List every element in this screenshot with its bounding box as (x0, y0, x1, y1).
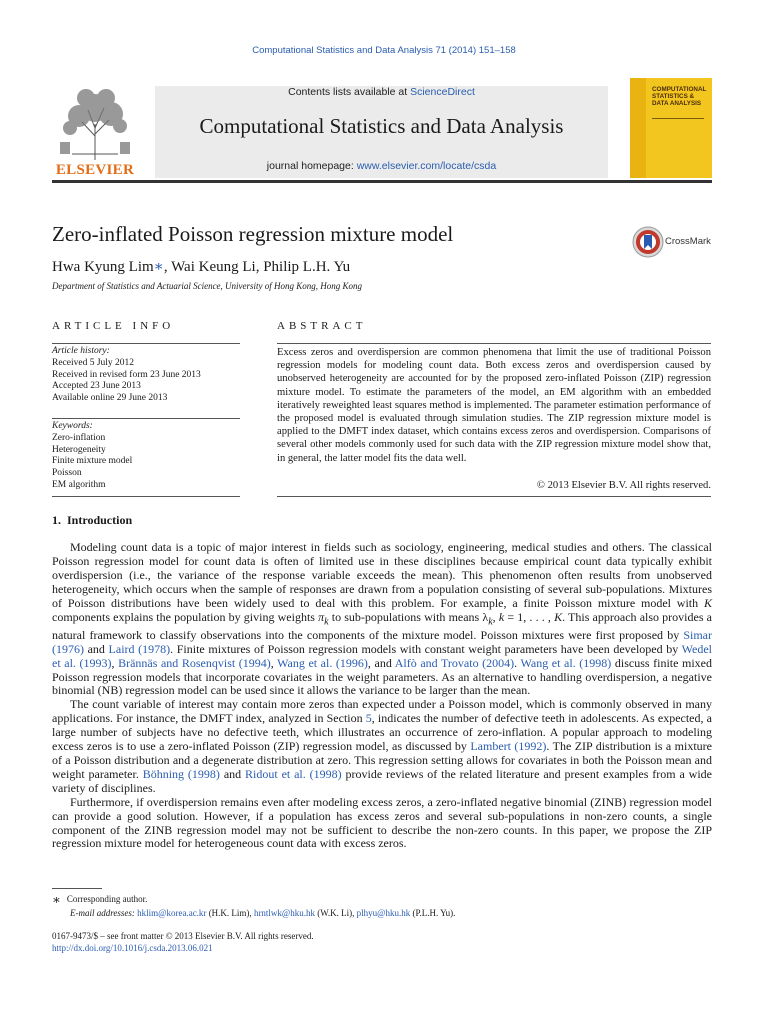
text-run: (W.K. Li), (314, 907, 357, 918)
text-run: . Finite mixtures of Poisson regression models with constant weight parameters have been developed by (170, 641, 682, 656)
article-history (52, 346, 242, 405)
keywords-label: Keywords: (52, 421, 93, 431)
cover-rule (652, 118, 704, 119)
math-subscript: k (488, 615, 493, 627)
reference-link[interactable]: Brännäs and Rosenqvist (1994) (118, 655, 271, 670)
corresponding-author-note (52, 893, 712, 907)
keyword: EM algorithm (52, 479, 106, 490)
text-run: = 1, . . . , (504, 609, 555, 624)
text-run: The count variable of interest may contain more zeros than expected under a Poisson model, which is commonly observed in many applications. For instance, the DMFT index, analyzed in Section (52, 697, 712, 726)
section-link[interactable]: 5 (365, 711, 372, 726)
text-run: . This approach also provides a natural framework to classify observations into the components of the mixture model. Poisson mixtures were first proposed by (52, 609, 712, 642)
crossmark-icon[interactable] (632, 226, 664, 258)
elsevier-wordmark: ELSEVIER (55, 162, 135, 178)
text-run: , (270, 655, 278, 670)
reference-link[interactable]: Alfò and Trovato (2004) (394, 655, 515, 670)
contents-available-line (155, 86, 608, 98)
paragraph: Furthermore, if overdispersion remains even after modeling excess zeros, a zero-inflated negative binomial (ZINB) regression model can provide a good solution. However, if a population has excess zeros and several sub-populations in non-zero counts, a single component of the ZINB regression model may not be sufficient to describe the non-zero counts. In this paper, we propose the ZIP regression mixture model for heterogeneous count data with excess zeros. (52, 794, 712, 851)
history-item: Accepted 23 June 2013 (52, 381, 141, 392)
email-link[interactable]: hrntlwk@hku.hk (253, 907, 315, 918)
text-run: (P.L.H. Yu). (410, 907, 456, 918)
article-title: Zero-inflated Poisson regression mixture model (52, 222, 454, 246)
article-info-rule (52, 343, 240, 344)
text-run: discuss finite mixed Poisson regression models that incorporate covariates in the weight parameters. As an alternative to handling overdispersion, a negative binomial (NB) regression model can be used since it allows the variance to be larger than the mean. (52, 655, 713, 698)
email-addresses (52, 907, 712, 920)
reference-link[interactable]: Lambert (1992) (470, 739, 547, 754)
contents-prefix: Contents lists available at (288, 86, 411, 98)
history-item: Received 5 July 2012 (52, 357, 135, 368)
reference-link[interactable]: Laird (1978) (108, 641, 171, 656)
section-title: Introduction (67, 513, 133, 527)
doi-link[interactable]: http://dx.doi.org/10.1016/j.csda.2013.06.021 (52, 943, 213, 953)
journal-name: Computational Statistics and Data Analysis (199, 114, 564, 138)
abstract-rule (277, 496, 711, 497)
math-subscript: k (324, 615, 329, 627)
text-run: , and (367, 655, 395, 670)
reference-link[interactable]: Simar (1976) (52, 627, 712, 656)
text-run: Modeling count data is a topic of major interest in fields such as sociology, engineering, medical studies and others. The classical Poisson regression model for count data is often of limited use in these disciplines because empirical count data typically exhibit overdispersion (i.e., the variance of the response variable exceeds the mean). This phenomenon often results from unobserved heterogeneity, which occurs when the sample of responses are drawn from a population consisting of several sub-populations. Mixtures of Poisson distributions have been widely used to deal with this problem. For example, a finite Poisson mixture model with (52, 540, 712, 610)
sciencedirect-link[interactable]: ScienceDirect (410, 86, 475, 98)
article-info-rule (52, 496, 240, 497)
abstract-rule (277, 343, 711, 344)
email-label: E-mail addresses: (70, 907, 138, 918)
authors-rest: , Wai Keung Li, Philip L.H. Yu (163, 259, 351, 275)
abstract-text: Excess zeros and overdispersion are common phenomena that limit the use of traditional Poisson regression models for modeling count data. Both excess zeros and overdispersion caused by unobserved heterogeneity are accounted for by the proposed zero-inflated Poisson (ZIP) regression mixture model. To estimate the parameters of the model, an EM algorithm with an embedded iteratively reweighted least squares method is implemented. The parameter estimation performance of the proposed model is evaluated through simulation studies. The ZIP regression mixture model is applied to the DMFT index dataset, which contains excess zeros and overdispersion. Comparisons of several other models commonly used for such data with the ZIP regression mixture model show that, in general, the latter model fits the data well. (277, 347, 711, 464)
author-list (52, 257, 350, 276)
text-run: , (492, 609, 499, 624)
math-symbol: K (554, 609, 563, 624)
reference-link[interactable]: Wang et al. (1996) (277, 655, 368, 670)
paragraph (52, 541, 712, 698)
reference-link[interactable]: Böhning (1998) (142, 766, 220, 781)
keywords (52, 421, 242, 492)
keyword: Finite mixture model (52, 456, 133, 467)
keyword: Zero-inflation (52, 432, 106, 443)
text-run: and (219, 766, 246, 781)
journal-homepage-link[interactable]: www.elsevier.com/locate/csda (356, 160, 497, 172)
abstract-heading: ABSTRACT (277, 320, 367, 332)
reference-link[interactable]: Wedel et al. (1993) (52, 641, 712, 670)
crossmark-label[interactable]: CrossMark (665, 236, 711, 247)
footnote (52, 893, 712, 919)
text-run: , (111, 655, 119, 670)
text-run: and (84, 641, 109, 656)
keyword: Heterogeneity (52, 444, 106, 455)
text-run: (H.K. Lim), (206, 907, 254, 918)
page-footer (52, 930, 712, 954)
corresponding-author-mark[interactable]: ∗ (153, 259, 164, 275)
cover-strip (630, 78, 646, 178)
homepage-prefix: journal homepage: (266, 160, 357, 172)
text-run: components explains the population by giving weights (52, 609, 319, 624)
section-number: 1. (52, 513, 61, 527)
text-run: provide reviews of the related literature and present examples from a wide variety of disciplines. (52, 766, 713, 795)
text-run: to sub-populations with means (328, 609, 483, 624)
journal-cover-thumbnail[interactable] (630, 78, 712, 178)
cover-title: COMPUTATIONAL STATISTICS & DATA ANALYSIS (652, 86, 707, 107)
math-symbol: π (318, 609, 325, 624)
math-symbol: λ (482, 609, 489, 624)
section-heading-introduction (52, 513, 132, 528)
text-run: Corresponding author. (66, 894, 148, 904)
history-item: Available online 29 June 2013 (52, 393, 168, 404)
abstract-copyright: © 2013 Elsevier B.V. All rights reserved. (536, 480, 711, 491)
math-symbol: K (703, 595, 712, 610)
email-link[interactable]: plhyu@hku.hk (356, 907, 411, 918)
footnote-rule (52, 888, 102, 889)
reference-link[interactable]: Ridout et al. (1998) (245, 766, 342, 781)
affiliation: Department of Statistics and Actuarial Science, University of Hong Kong, Hong Kong (52, 281, 363, 291)
journal-citation[interactable]: Computational Statistics and Data Analysis 71 (2014) 151–158 (252, 45, 516, 56)
text-run: , indicates the number of defective teeth in adolescents. As expected, a large number of subjects have no defective teeth, which illustrates an occurrence of zero-inflation. A popular approach to modeling excess zeros is to use a zero-inflated Poisson (ZIP) regression model, as discussed by (52, 711, 712, 754)
author-lim[interactable]: Hwa Kyung Lim (52, 259, 154, 275)
history-item: Received in revised form 23 June 2013 (52, 369, 201, 380)
journal-homepage-line (155, 160, 608, 172)
text-run: . (514, 655, 521, 670)
footnote-mark: ∗ (52, 892, 61, 907)
article-info-rule (52, 418, 240, 419)
article-info-heading: ARTICLE INFO (52, 320, 175, 332)
paragraph (52, 698, 712, 795)
reference-link[interactable]: Wang et al. (1998) (520, 655, 612, 670)
issn-line: 0167-9473/$ – see front matter © 2013 Elsevier B.V. All rights reserved. (52, 931, 314, 941)
math-symbol: k (498, 609, 505, 624)
text-run: . The ZIP distribution is a mixture of a Poisson distribution and a degenerate distribution at zero. This regression setting allows for covariates in both the Poisson mean and weight parameter. (52, 739, 712, 781)
introduction-body (52, 541, 712, 851)
email-link[interactable]: hklim@korea.ac.kr (137, 907, 207, 918)
header-rule (52, 180, 712, 183)
keyword: Poisson (52, 468, 82, 479)
history-label: Article history: (52, 346, 110, 356)
